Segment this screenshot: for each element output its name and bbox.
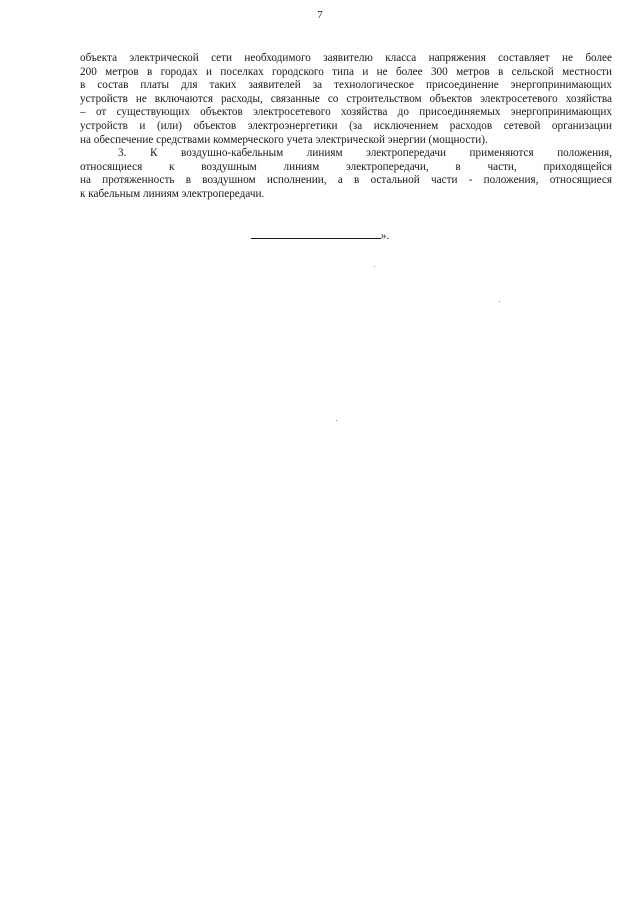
closing-quote-mark: ». [380,230,390,242]
body-line: к кабельным линиям электропередачи. [80,187,265,200]
body-line: – от существующих объектов электросетевого хозяйства до присоединяемых энергопринимающих [80,106,612,119]
body-line: устройств и (или) объектов электроэнергетики (за исключением расходов сетевой организации [80,119,612,132]
body-line: относящиеся к воздушным линиям электропередачи, в части, приходящейся [80,160,612,173]
closing-line [0,230,640,242]
body-line: в состав платы для таких заявителей за технологическое присоединение энергопринимающих [80,79,612,92]
scan-speck [499,301,500,302]
page-number: 7 [317,9,323,21]
body-line: на обеспечение средствами коммерческого учета электрической энергии (мощности). [80,133,488,146]
closing-rule [251,230,381,239]
body-line: 200 метров в городах и поселках городского типа и не более 300 метров в сельской местности [80,65,612,78]
body-line: на протяженность в воздушном исполнении, а в остальной части - положения, относящиеся [80,174,612,187]
body-line: устройств не включаются расходы, связанные со строительством объектов электросетевого хозяйства [80,92,612,105]
scan-speck [336,420,337,421]
document-body [80,52,612,202]
paragraph-3-first-line: 3. К воздушно-кабельным линиям электропередачи применяются положения, [118,147,612,160]
body-line: объекта электрической сети необходимого заявителю класса напряжения составляет не более [80,52,612,64]
scan-speck [374,266,375,267]
